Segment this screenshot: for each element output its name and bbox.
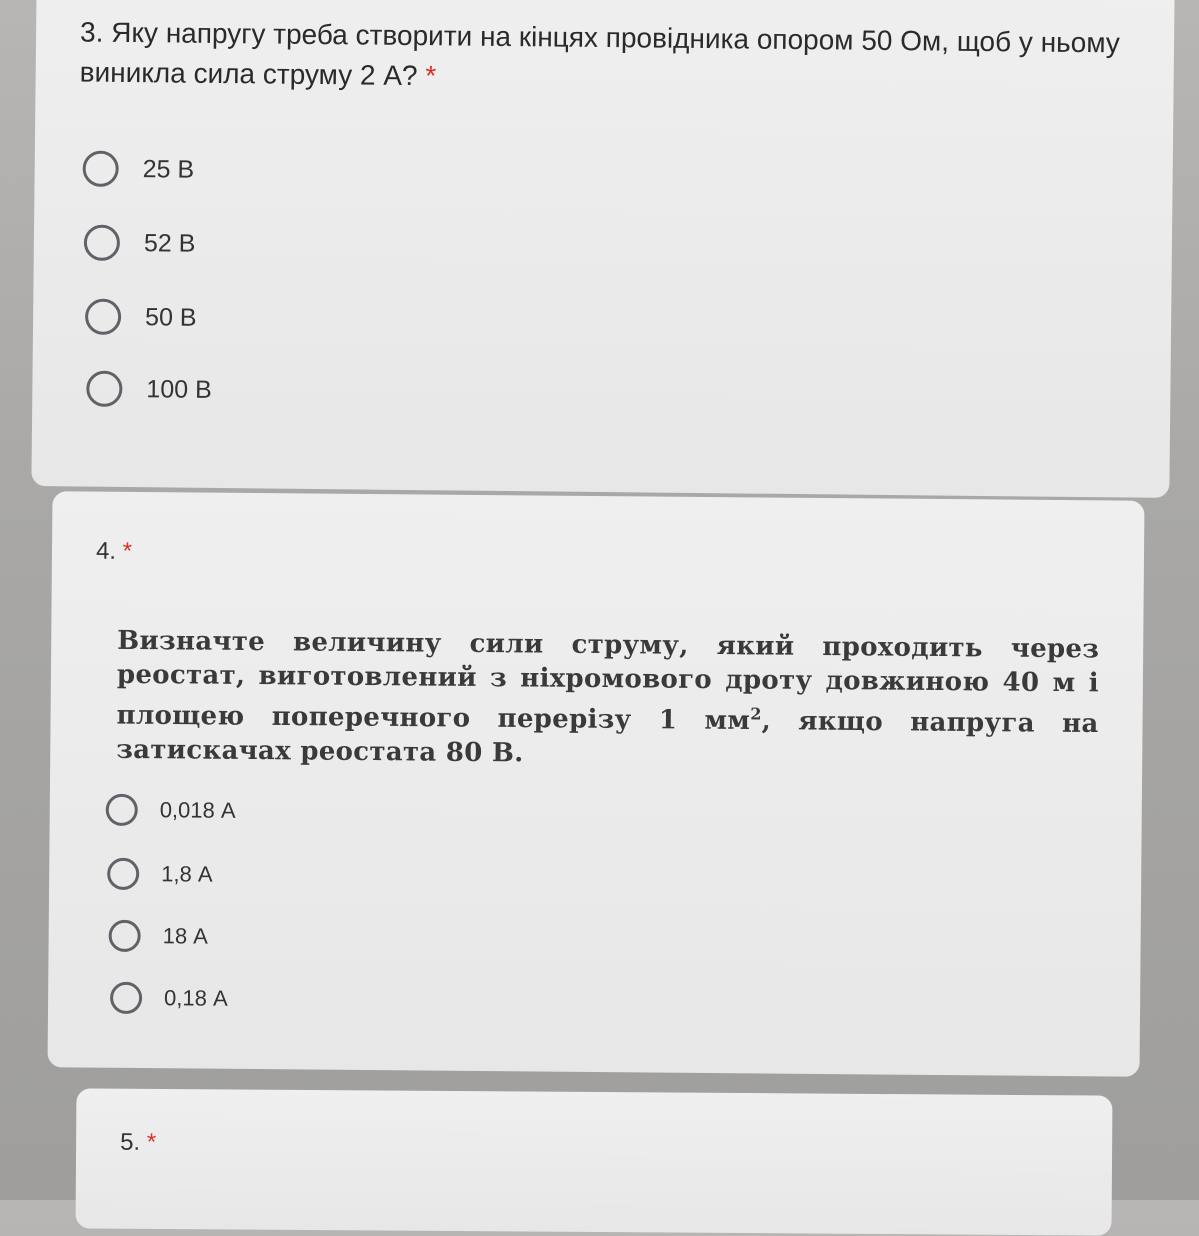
option-label: 18 А [162,923,209,949]
option-label: 100 В [146,374,212,404]
radio-button[interactable] [109,920,141,952]
question-3-text: 3. Яку напругу треба створити на кінцях провідника опором 50 Ом, щоб у ньому виникла сила струму 2 А? [79,16,1121,92]
option-0-18a[interactable] [110,982,228,1015]
required-asterisk: * [146,1128,157,1156]
option-label: 0,018 А [159,797,236,823]
option-25v[interactable] [82,151,194,188]
question-number: 4. [95,537,117,565]
question-4-card [48,491,1145,1077]
option-label: 25 В [142,154,195,184]
question-4-problem-image [116,624,1099,775]
superscript-2: 2 [750,704,762,724]
radio-button[interactable] [106,794,138,826]
option-label: 0,18 А [164,985,228,1011]
question-number: 5. [120,1128,141,1156]
option-1-8a[interactable] [107,858,213,891]
option-100v[interactable] [86,371,212,408]
option-52v[interactable] [84,225,196,262]
radio-button[interactable] [107,858,139,890]
question-3-card [31,0,1174,498]
radio-button[interactable] [84,225,120,261]
radio-button[interactable] [85,299,121,335]
option-50v[interactable] [85,299,197,336]
radio-button[interactable] [86,371,122,407]
required-asterisk: * [122,537,133,565]
radio-button[interactable] [110,982,142,1014]
radio-button[interactable] [82,151,118,187]
problem-text-end: , якщо напруга на затискачах реостата 80 В. [116,706,1099,769]
required-asterisk: * [425,60,437,92]
option-label: 1,8 А [161,861,213,887]
option-label: 50 В [144,302,197,332]
question-3-title [79,13,1120,104]
question-4-number [96,538,132,566]
problem-text: Визначте величину сили струму, який проходить через реостат, виготовлений з ніхромового дроту довжиною 40 м і площею поперечного перерізу 1 мм [116,625,1100,736]
question-5-number [120,1129,156,1157]
option-18a[interactable] [109,920,209,953]
option-0-018a[interactable] [106,794,236,827]
question-5-card [76,1088,1113,1235]
option-label: 52 В [143,228,196,258]
